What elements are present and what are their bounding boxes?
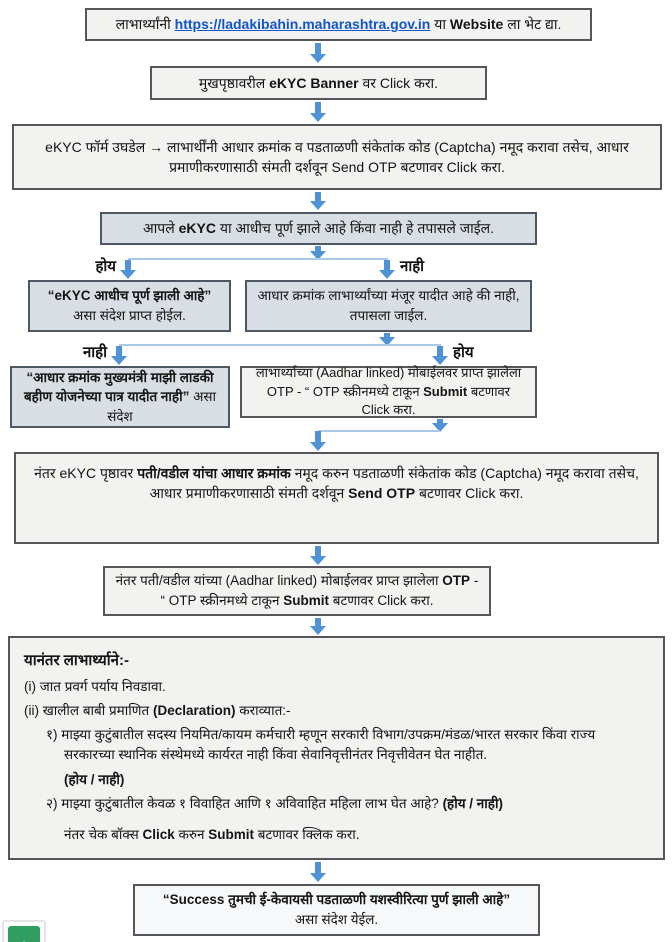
arrow-down-icon	[379, 260, 395, 279]
arrow-down-icon	[432, 346, 448, 365]
step-text	[257, 286, 520, 325]
text-segment: eKYC	[178, 220, 216, 237]
text-segment: असा संदेश प्राप्त होईल.	[73, 308, 186, 323]
branch-label-yes: होय	[95, 258, 116, 275]
text-segment: असा संदेश	[107, 389, 217, 424]
text-segment: वर Click करा.	[358, 74, 439, 91]
text-segment: ला भेट द्या.	[503, 16, 562, 33]
text-segment: नंतर eKYC पृष्ठावर	[34, 465, 138, 481]
text-segment: कराव्यात:-	[235, 702, 291, 718]
declaration-point-2	[24, 794, 649, 814]
step-enter-otp-submit	[240, 366, 537, 418]
text-segment: Website	[449, 16, 504, 33]
declaration-point-1-answer	[24, 770, 649, 790]
text-segment: “eKYC आधीच पूर्ण झाली आहे”	[47, 288, 212, 304]
step-text	[199, 73, 438, 93]
text-segment: नंतर पती/वडील यांच्या (Aadhar linked) मोबाईलवर प्राप्त झालेला	[115, 573, 443, 589]
step-ekyc-form-captcha	[12, 124, 662, 190]
text-segment: “आधार क्रमांक मुख्यमंत्री माझी लाडकी बहीण योजनेच्या पात्र यादीत नाही”	[23, 369, 214, 405]
branch-label-yes: होय	[453, 344, 474, 361]
step-text	[26, 463, 647, 504]
text-segment: असा संदेश येईल.	[294, 912, 379, 927]
step-check-ekyc-status	[100, 212, 537, 245]
step-husband-father-otp	[103, 566, 491, 616]
step-text	[116, 14, 562, 34]
step-text	[24, 137, 650, 178]
text-segment: पती/वडील यांचा आधार क्रमांक	[137, 465, 291, 481]
text-segment: नंतर चेक बॉक्स	[64, 827, 143, 842]
text-segment: या आधीच पूर्ण झाले आहे किंवा नाही हे तपासले जाईल.	[215, 220, 495, 237]
text-segment: (होय / नाही)	[64, 771, 125, 787]
step-husband-father-aadhaar	[14, 452, 659, 544]
declaration-item-i	[24, 677, 649, 697]
step-text	[115, 571, 479, 610]
branch-label-no: नाही	[400, 258, 425, 275]
step-text	[40, 286, 219, 325]
connector-line	[119, 344, 441, 346]
text-segment: मुखपृष्ठावरील	[198, 74, 270, 91]
text-segment: बटणावर Click करा.	[415, 485, 524, 502]
text-segment: (Declaration)	[152, 702, 236, 718]
image-icon	[2, 920, 46, 942]
text-segment: (i) जात प्रवर्ग पर्याय निवडावा.	[24, 678, 166, 694]
text-segment: - “ OTP स्क्रीनमध्ये टाकून	[160, 573, 479, 608]
arrow-down-icon	[310, 102, 326, 122]
text-segment: आधार क्रमांक लाभार्थ्यांच्या मंजूर यादीत आहे की नाही, तपासला जाईल.	[257, 288, 520, 323]
text-segment: Submit	[208, 827, 254, 842]
text-segment: Click	[142, 827, 175, 842]
text-segment: Submit	[423, 383, 468, 399]
text-segment: eKYC फॉर्म उघडेल → लाभार्थींनी आधार क्रमांक व पडताळणी संकेतांक कोड (Captcha) नमूद करावा तसेच, आधार प्रमाणीकरणासाठी संमती दर्शवून Send OTP बटणावर Click करा.	[45, 138, 629, 175]
declaration-item-ii	[24, 701, 649, 721]
text-segment: बटणावर Click करा.	[329, 593, 434, 608]
step-click-ekyc-banner	[150, 66, 487, 100]
arrow-down-icon	[310, 43, 326, 63]
connector-line	[128, 258, 388, 260]
success-message-line	[163, 890, 510, 910]
step-text	[143, 218, 494, 238]
branch-label-no: नाही	[82, 344, 107, 361]
arrow-down-icon	[310, 862, 326, 882]
image-icon-glyph	[8, 926, 40, 942]
text-segment: OTP	[442, 573, 471, 589]
text-segment: यानंतर लाभार्थ्याने:-	[24, 652, 129, 669]
success-message-line	[295, 910, 378, 930]
declaration-point-1	[24, 725, 649, 766]
text-segment: “Success तुमची ई-केवायसी पडताळणी यशस्वीरित्या पुर्ण झाली आहे”	[162, 892, 511, 908]
connector-line	[318, 430, 440, 432]
msg-success	[133, 884, 540, 936]
text-segment: १) माझ्या कुटुंबातील सदस्य नियमित/कायम कर्मचारी म्हणून सरकारी विभाग/उपक्रम/मंडळ/भारत सरकार किंवा राज्य सरकारच्या स्थानिक संस्थेमध्ये कार्यरत नाही किंवा सेवानिवृत्तीनंतर निवृत्तीवेतन घेत नाहीत.	[46, 727, 596, 763]
step-check-aadhaar-in-list	[245, 280, 532, 332]
msg-ekyc-already-done	[28, 280, 231, 332]
step-text	[22, 368, 218, 427]
text-segment: लाभार्थ्यांनी	[115, 16, 175, 33]
text-segment: २) माझ्या कुटुंबातील केवळ १ विवाहित आणि १ अविवाहित महिला लाभ घेत आहे?	[46, 795, 443, 811]
arrow-down-icon	[310, 546, 326, 565]
msg-not-in-eligible-list	[10, 366, 230, 428]
arrow-down-icon	[120, 260, 136, 279]
arrow-down-icon	[310, 618, 326, 635]
step-visit-website	[85, 8, 592, 41]
text-segment: (ii) खालील बाबी प्रमाणित	[24, 702, 153, 718]
text-segment: लाभार्थ्याच्या (Aadhar linked) मोबाईलवर प्राप्त झालेला OTP - “ OTP स्क्रीनमध्ये टाकून	[255, 364, 522, 399]
arrow-down-icon	[111, 346, 127, 365]
arrow-down-icon	[310, 431, 326, 451]
text-segment: नमूद करुन पडताळणी संकेतांक कोड (Captcha) नमूद करावा तसेच, आधार प्रमाणीकरणासाठी संमती दर्शवून	[149, 465, 639, 502]
text-segment: Submit	[283, 593, 330, 608]
text-segment: करुन	[174, 827, 209, 842]
declaration-submit-note	[24, 825, 649, 845]
text-segment: (होय / नाही)	[442, 795, 503, 811]
arrow-down-icon	[310, 192, 326, 210]
url-link[interactable]: https://ladakibahin.maharashtra.gov.in	[174, 16, 431, 33]
text-segment: Send OTP	[348, 485, 416, 502]
text-segment: eKYC Banner	[269, 74, 359, 91]
step-declaration	[8, 636, 665, 860]
text-segment: या	[430, 16, 450, 33]
text-segment: आपले	[142, 220, 179, 237]
text-segment: बटणावर क्लिक करा.	[253, 827, 360, 842]
declaration-heading	[24, 650, 649, 673]
text-segment: बटणावर Click करा.	[361, 383, 511, 418]
step-text	[252, 364, 525, 421]
